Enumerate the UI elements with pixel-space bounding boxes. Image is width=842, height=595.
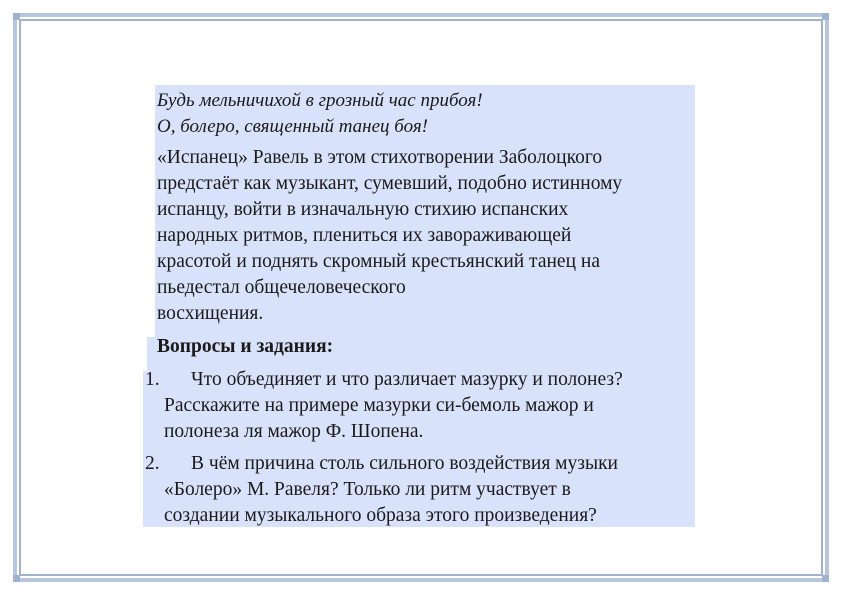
question-2-line-3: создании музыкального образа этого произведения? <box>164 505 597 526</box>
frame-corner-top-right <box>822 13 829 20</box>
question-2-line-1: В чём причина столь сильного воздействия музыки <box>191 453 618 474</box>
frame-corner-bottom-right <box>822 575 829 582</box>
question-2-number: 2. <box>145 453 160 474</box>
questions-heading: Вопросы и задания: <box>157 336 334 357</box>
verse-line-1: Будь мельничихой в грозный час прибоя! <box>157 90 483 111</box>
paragraph-line-2: предстаёт как музыкант, сумевший, подобно истинному <box>157 173 623 194</box>
question-2-line-2: «Болеро» М. Равеля? Только ли ритм участвует в <box>164 479 571 500</box>
paragraph-line-5: красотой и поднять скромный крестьянский танец на <box>157 251 600 272</box>
question-1-line-3: полонеза ля мажор Ф. Шопена. <box>164 421 424 442</box>
verse-line-2: О, болеро, священный танец боя! <box>157 116 429 137</box>
paragraph-line-4: народных ритмов, плениться их завораживающей <box>157 225 572 246</box>
paragraph-line-7: восхищения. <box>157 303 264 324</box>
question-1-line-1: Что объединяет и что различает мазурку и полонез? <box>191 369 623 390</box>
frame-corner-top-left <box>13 13 20 20</box>
frame-corner-bottom-left <box>13 575 20 582</box>
paragraph-line-3: испанцу, войти в изначальную стихию испанских <box>157 199 569 220</box>
question-1-line-2: Расскажите на примере мазурки си-бемоль мажор и <box>164 395 594 416</box>
paragraph-line-1: «Испанец» Равель в этом стихотворении Заболоцкого <box>157 147 603 168</box>
question-1-number: 1. <box>145 369 160 390</box>
paragraph-line-6: пьедестал общечеловеческого <box>157 277 406 298</box>
